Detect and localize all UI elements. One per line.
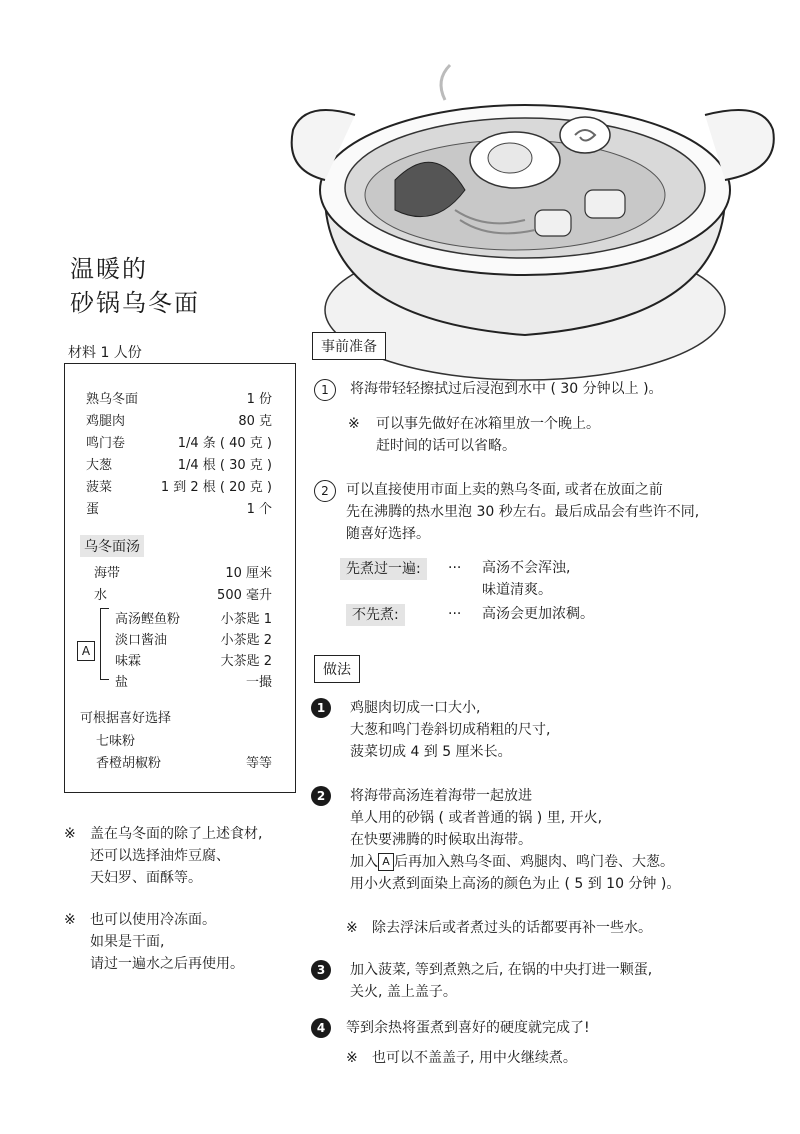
prep-step2-number: 2: [314, 480, 336, 502]
a-item-name: 淡口酱油: [115, 633, 168, 648]
ingredient-qty: 1 份: [246, 392, 272, 407]
compare-dots: ···: [448, 560, 462, 576]
soup-item-name: 水: [94, 588, 108, 603]
optional-header: 可根据喜好选择: [80, 711, 172, 726]
prep-tag: 事前准备: [312, 332, 386, 360]
ingredient-name: 鸣门卷: [86, 436, 126, 451]
optional-item-qty: 等等: [245, 756, 272, 771]
ingredient-name: 菠菜: [86, 480, 113, 495]
prep-step1-text: 将海带轻轻擦拭过后浸泡到水中 ( 30 分钟以上 )。: [350, 381, 663, 397]
note-mark: ※: [64, 912, 76, 928]
soup-item-name: 海带: [94, 566, 121, 581]
method-step2-a-line: [350, 852, 674, 872]
soup-item-qty: 500 毫升: [217, 588, 272, 603]
method-step2-number: 2: [311, 786, 331, 806]
method-step3-number: 3: [311, 960, 331, 980]
note-line: 天妇罗、面酥等。: [90, 870, 202, 886]
method-step4-note: 也可以不盖盖子, 用中火继续煮。: [372, 1050, 577, 1066]
a-line-pre: 加入: [350, 854, 378, 870]
method-step1-line: 鸡腿肉切成一口大小,: [350, 700, 481, 716]
method-step2-line: 将海带高汤连着海带一起放进: [350, 788, 532, 804]
note-mark: ※: [64, 826, 76, 842]
title-line1: 温暖的: [70, 255, 148, 283]
a-item-qty: 一撮: [245, 675, 272, 690]
prep-step1-note-line: 可以事先做好在冰箱里放一个晚上。: [376, 416, 600, 432]
ingredient-name: 熟乌冬面: [86, 392, 139, 407]
a-item-name: 味霖: [115, 654, 142, 669]
ingredient-qty: 1/4 根 ( 30 克 ): [177, 458, 272, 473]
compare-dots: ···: [448, 606, 462, 622]
ingredient-name: 蛋: [86, 502, 100, 517]
prep-step2-line: 可以直接使用市面上卖的熟乌冬面, 或者在放面之前: [346, 482, 663, 498]
ingredient-qty: 1 个: [246, 502, 272, 517]
prep-step1-note-line: 赶时间的话可以省略。: [376, 438, 516, 454]
soup-item-qty: 10 厘米: [225, 566, 272, 581]
ingredient-name: 大葱: [86, 458, 113, 473]
compare-line: 高汤不会浑浊,: [482, 560, 571, 576]
a-item-qty: 小茶匙 1: [220, 612, 272, 627]
prep-step1-note-mark: ※: [348, 416, 360, 432]
method-step1-line: 大葱和鸣门卷斜切成稍粗的尺寸,: [350, 722, 551, 738]
a-item-name: 盐: [115, 675, 129, 690]
a-item-qty: 小茶匙 2: [220, 633, 272, 648]
method-step4-number: 4: [311, 1018, 331, 1038]
note-line: 如果是干面,: [90, 934, 165, 950]
compare-line: 高汤会更加浓稠。: [482, 606, 594, 622]
method-step4-note-mark: ※: [346, 1050, 358, 1066]
method-step2-note-mark: ※: [346, 920, 358, 936]
compare-label: 先煮过一遍:: [340, 558, 427, 580]
compare-line: 味道清爽。: [482, 582, 552, 598]
ingredient-qty: 1/4 条 ( 40 克 ): [177, 436, 272, 451]
a-line-post: 后再加入熟乌冬面、鸡腿肉、鸣门卷、大葱。: [394, 854, 674, 870]
method-step3-line: 加入菠菜, 等到煮熟之后, 在锅的中央打进一颗蛋,: [350, 962, 653, 978]
method-step4-line: 等到余热将蛋煮到喜好的硬度就完成了!: [346, 1020, 590, 1036]
a-item-name: 高汤鲣鱼粉: [115, 612, 181, 627]
ingredient-qty: 80 克: [238, 414, 272, 429]
note-line: 还可以选择油炸豆腐、: [90, 848, 230, 864]
soup-header: 乌冬面汤: [80, 535, 144, 557]
a-label-box: A: [77, 641, 95, 661]
method-step2-line: 在快要沸腾的时候取出海带。: [350, 832, 532, 848]
method-step2-line: 单人用的砂锅 ( 或者普通的锅 ) 里, 开火,: [350, 810, 603, 826]
a-inline-box: A: [378, 853, 394, 871]
a-item-qty: 大茶匙 2: [220, 654, 272, 669]
optional-item-name: 七味粉: [96, 734, 136, 749]
recipe-title: [70, 252, 200, 320]
method-step2-note: 除去浮沫后或者煮过头的话都要再补一些水。: [372, 920, 652, 936]
method-step3-line: 关火, 盖上盖子。: [350, 984, 457, 1000]
note-line: 也可以使用冷冻面。: [90, 912, 216, 928]
prep-step2-line: 随喜好选择。: [346, 526, 430, 542]
method-step2-last-line: 用小火煮到面染上高汤的颜色为止 ( 5 到 10 分钟 )。: [350, 876, 681, 892]
optional-item-name: 香橙胡椒粉: [96, 756, 162, 771]
note-line: 请过一遍水之后再使用。: [90, 956, 244, 972]
title-line2: 砂锅乌冬面: [70, 289, 200, 317]
ingredients-header: 材料 1 人份: [68, 345, 142, 361]
method-tag: 做法: [314, 655, 360, 683]
prep-step1-number: 1: [314, 379, 336, 401]
a-bracket: [100, 608, 109, 680]
method-step1-line: 菠菜切成 4 到 5 厘米长。: [350, 744, 512, 760]
ingredient-name: 鸡腿肉: [86, 414, 126, 429]
method-step1-number: 1: [311, 698, 331, 718]
prep-step2-line: 先在沸腾的热水里泡 30 秒左右。最后成品会有些许不同,: [346, 504, 700, 520]
compare-label: 不先煮:: [346, 604, 405, 626]
ingredient-qty: 1 到 2 根 ( 20 克 ): [160, 480, 272, 495]
note-line: 盖在乌冬面的除了上述食材,: [90, 826, 263, 842]
